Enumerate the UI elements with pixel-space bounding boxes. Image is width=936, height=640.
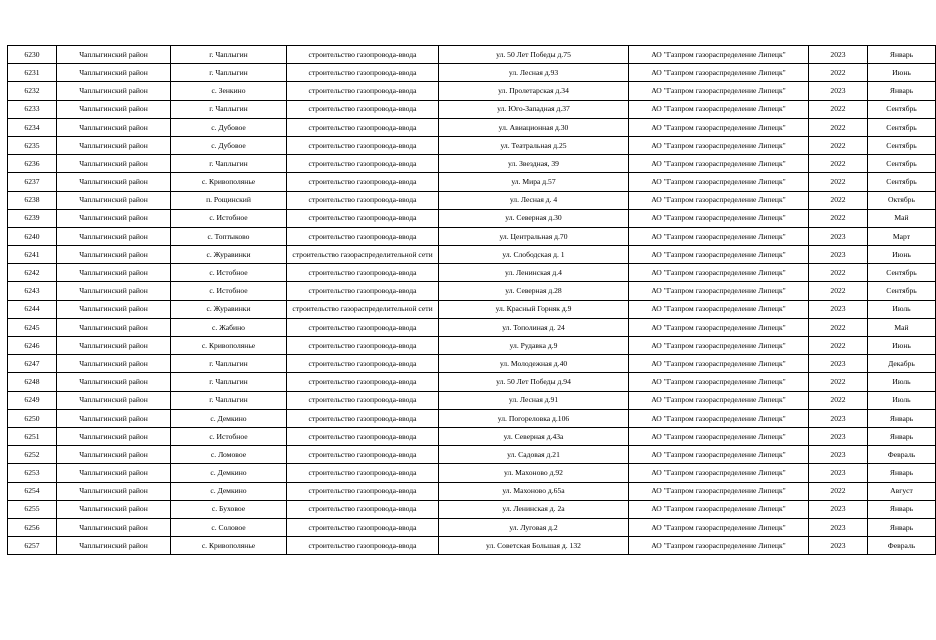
locality-cell: с. Ломовое	[171, 446, 287, 464]
address-cell: ул. Красный Горняк д.9	[439, 300, 629, 318]
organization-cell: АО "Газпром газораспределение Липецк"	[629, 118, 809, 136]
year-cell: 2023	[809, 537, 868, 555]
work-type-cell: строительство газопровода-ввода	[287, 373, 439, 391]
year-cell: 2023	[809, 300, 868, 318]
organization-cell: АО "Газпром газораспределение Липецк"	[629, 191, 809, 209]
table-row	[8, 300, 936, 318]
district-cell: Чаплыгинский район	[57, 282, 171, 300]
work-type-cell: строительство газопровода-ввода	[287, 446, 439, 464]
row-number-cell: 6236	[8, 155, 57, 173]
locality-cell: с. Истобное	[171, 209, 287, 227]
district-cell: Чаплыгинский район	[57, 246, 171, 264]
organization-cell: АО "Газпром газораспределение Липецк"	[629, 318, 809, 336]
organization-cell: АО "Газпром газораспределение Липецк"	[629, 209, 809, 227]
address-cell: ул. Луговая д.2	[439, 518, 629, 536]
district-cell: Чаплыгинский район	[57, 500, 171, 518]
address-cell: ул. Лесная д.93	[439, 64, 629, 82]
locality-cell: с. Истобное	[171, 264, 287, 282]
work-type-cell: строительство газопровода-ввода	[287, 500, 439, 518]
table-row	[8, 500, 936, 518]
work-type-cell: строительство газопровода-ввода	[287, 64, 439, 82]
year-cell: 2023	[809, 246, 868, 264]
month-cell: Август	[868, 482, 936, 500]
locality-cell: г. Чаплыгин	[171, 355, 287, 373]
address-cell: ул. Звездная, 39	[439, 155, 629, 173]
year-cell: 2023	[809, 518, 868, 536]
table-row	[8, 173, 936, 191]
row-number-cell: 6250	[8, 409, 57, 427]
table-row	[8, 482, 936, 500]
row-number-cell: 6239	[8, 209, 57, 227]
address-cell: ул. Погореловка д.106	[439, 409, 629, 427]
month-cell: Май	[868, 318, 936, 336]
organization-cell: АО "Газпром газораспределение Липецк"	[629, 264, 809, 282]
organization-cell: АО "Газпром газораспределение Липецк"	[629, 100, 809, 118]
district-cell: Чаплыгинский район	[57, 209, 171, 227]
district-cell: Чаплыгинский район	[57, 118, 171, 136]
work-type-cell: строительство газопровода-ввода	[287, 318, 439, 336]
district-cell: Чаплыгинский район	[57, 373, 171, 391]
district-cell: Чаплыгинский район	[57, 427, 171, 445]
work-type-cell: строительство газопровода-ввода	[287, 227, 439, 245]
work-type-cell: строительство газопровода-ввода	[287, 355, 439, 373]
district-cell: Чаплыгинский район	[57, 227, 171, 245]
work-type-cell: строительство газораспределительной сети	[287, 300, 439, 318]
year-cell: 2023	[809, 427, 868, 445]
district-cell: Чаплыгинский район	[57, 100, 171, 118]
month-cell: Октябрь	[868, 191, 936, 209]
month-cell: Сентябрь	[868, 264, 936, 282]
address-cell: ул. Северная д.28	[439, 282, 629, 300]
month-cell: Сентябрь	[868, 100, 936, 118]
district-cell: Чаплыгинский район	[57, 518, 171, 536]
row-number-cell: 6241	[8, 246, 57, 264]
year-cell: 2022	[809, 155, 868, 173]
address-cell: ул. Пролетарская д.34	[439, 82, 629, 100]
row-number-cell: 6240	[8, 227, 57, 245]
row-number-cell: 6252	[8, 446, 57, 464]
district-cell: Чаплыгинский район	[57, 46, 171, 64]
table-row	[8, 227, 936, 245]
district-cell: Чаплыгинский район	[57, 391, 171, 409]
year-cell: 2022	[809, 173, 868, 191]
work-type-cell: строительство газопровода-ввода	[287, 264, 439, 282]
row-number-cell: 6232	[8, 82, 57, 100]
district-cell: Чаплыгинский район	[57, 173, 171, 191]
table-row	[8, 264, 936, 282]
row-number-cell: 6245	[8, 318, 57, 336]
address-cell: ул. Махоново д.65а	[439, 482, 629, 500]
address-cell: ул. Тополиная д. 24	[439, 318, 629, 336]
address-cell: ул. Лесная д. 4	[439, 191, 629, 209]
address-cell: ул. Театральная д.25	[439, 136, 629, 154]
work-type-cell: строительство газопровода-ввода	[287, 464, 439, 482]
organization-cell: АО "Газпром газораспределение Липецк"	[629, 373, 809, 391]
organization-cell: АО "Газпром газораспределение Липецк"	[629, 246, 809, 264]
organization-cell: АО "Газпром газораспределение Липецк"	[629, 282, 809, 300]
district-cell: Чаплыгинский район	[57, 446, 171, 464]
month-cell: Январь	[868, 518, 936, 536]
organization-cell: АО "Газпром газораспределение Липецк"	[629, 427, 809, 445]
year-cell: 2023	[809, 409, 868, 427]
organization-cell: АО "Газпром газораспределение Липецк"	[629, 136, 809, 154]
organization-cell: АО "Газпром газораспределение Липецк"	[629, 46, 809, 64]
year-cell: 2022	[809, 209, 868, 227]
organization-cell: АО "Газпром газораспределение Липецк"	[629, 391, 809, 409]
locality-cell: с. Истобное	[171, 282, 287, 300]
work-type-cell: строительство газопровода-ввода	[287, 427, 439, 445]
organization-cell: АО "Газпром газораспределение Липецк"	[629, 82, 809, 100]
table-row	[8, 391, 936, 409]
district-cell: Чаплыгинский район	[57, 155, 171, 173]
address-cell: ул. Мира д.57	[439, 173, 629, 191]
district-cell: Чаплыгинский район	[57, 191, 171, 209]
address-cell: ул. Ленинская д. 2а	[439, 500, 629, 518]
work-type-cell: строительство газопровода-ввода	[287, 191, 439, 209]
year-cell: 2023	[809, 500, 868, 518]
district-cell: Чаплыгинский район	[57, 355, 171, 373]
year-cell: 2022	[809, 264, 868, 282]
locality-cell: с. Зенкино	[171, 82, 287, 100]
month-cell: Январь	[868, 500, 936, 518]
organization-cell: АО "Газпром газораспределение Липецк"	[629, 537, 809, 555]
work-type-cell: строительство газопровода-ввода	[287, 100, 439, 118]
row-number-cell: 6234	[8, 118, 57, 136]
work-type-cell: строительство газопровода-ввода	[287, 136, 439, 154]
table-row	[8, 136, 936, 154]
address-cell: ул. Молодежная д.40	[439, 355, 629, 373]
work-type-cell: строительство газопровода-ввода	[287, 537, 439, 555]
address-cell: ул. Авиационная д.30	[439, 118, 629, 136]
month-cell: Февраль	[868, 537, 936, 555]
table-row	[8, 518, 936, 536]
row-number-cell: 6249	[8, 391, 57, 409]
address-cell: ул. Северная д.30	[439, 209, 629, 227]
year-cell: 2022	[809, 282, 868, 300]
month-cell: Декабрь	[868, 355, 936, 373]
address-cell: ул. Садовая д.21	[439, 446, 629, 464]
locality-cell: г. Чаплыгин	[171, 100, 287, 118]
table-row	[8, 282, 936, 300]
organization-cell: АО "Газпром газораспределение Липецк"	[629, 355, 809, 373]
work-type-cell: строительство газопровода-ввода	[287, 118, 439, 136]
month-cell: Январь	[868, 427, 936, 445]
organization-cell: АО "Газпром газораспределение Липецк"	[629, 155, 809, 173]
work-type-cell: строительство газопровода-ввода	[287, 518, 439, 536]
locality-cell: с. Буховое	[171, 500, 287, 518]
table-row	[8, 464, 936, 482]
table-row	[8, 209, 936, 227]
year-cell: 2022	[809, 391, 868, 409]
year-cell: 2022	[809, 100, 868, 118]
year-cell: 2023	[809, 464, 868, 482]
table-row	[8, 318, 936, 336]
organization-cell: АО "Газпром газораспределение Липецк"	[629, 446, 809, 464]
work-type-cell: строительство газопровода-ввода	[287, 82, 439, 100]
year-cell: 2023	[809, 82, 868, 100]
year-cell: 2022	[809, 118, 868, 136]
locality-cell: с. Демкино	[171, 409, 287, 427]
row-number-cell: 6230	[8, 46, 57, 64]
work-type-cell: строительство газопровода-ввода	[287, 46, 439, 64]
locality-cell: с. Дубовое	[171, 136, 287, 154]
district-cell: Чаплыгинский район	[57, 264, 171, 282]
locality-cell: с. Кривополянье	[171, 173, 287, 191]
table-row	[8, 427, 936, 445]
work-type-cell: строительство газопровода-ввода	[287, 482, 439, 500]
address-cell: ул. Советская Большая д. 132	[439, 537, 629, 555]
organization-cell: АО "Газпром газораспределение Липецк"	[629, 482, 809, 500]
table-row	[8, 337, 936, 355]
month-cell: Сентябрь	[868, 173, 936, 191]
table-row	[8, 373, 936, 391]
month-cell: Январь	[868, 409, 936, 427]
table-row	[8, 64, 936, 82]
table-row	[8, 46, 936, 64]
organization-cell: АО "Газпром газораспределение Липецк"	[629, 464, 809, 482]
organization-cell: АО "Газпром газораспределение Липецк"	[629, 173, 809, 191]
work-type-cell: строительство газопровода-ввода	[287, 409, 439, 427]
row-number-cell: 6246	[8, 337, 57, 355]
row-number-cell: 6238	[8, 191, 57, 209]
row-number-cell: 6242	[8, 264, 57, 282]
row-number-cell: 6248	[8, 373, 57, 391]
month-cell: Январь	[868, 82, 936, 100]
locality-cell: г. Чаплыгин	[171, 155, 287, 173]
row-number-cell: 6244	[8, 300, 57, 318]
address-cell: ул. Махоново д.92	[439, 464, 629, 482]
month-cell: Февраль	[868, 446, 936, 464]
row-number-cell: 6235	[8, 136, 57, 154]
address-cell: ул. Слободская д. 1	[439, 246, 629, 264]
locality-cell: г. Чаплыгин	[171, 46, 287, 64]
work-type-cell: строительство газопровода-ввода	[287, 282, 439, 300]
locality-cell: г. Чаплыгин	[171, 64, 287, 82]
table-row	[8, 446, 936, 464]
district-cell: Чаплыгинский район	[57, 318, 171, 336]
address-cell: ул. Северная д.43а	[439, 427, 629, 445]
year-cell: 2022	[809, 64, 868, 82]
organization-cell: АО "Газпром газораспределение Липецк"	[629, 337, 809, 355]
locality-cell: с. Кривополянье	[171, 337, 287, 355]
year-cell: 2023	[809, 446, 868, 464]
work-type-cell: строительство газопровода-ввода	[287, 209, 439, 227]
locality-cell: с. Соловое	[171, 518, 287, 536]
year-cell: 2022	[809, 318, 868, 336]
month-cell: Сентябрь	[868, 136, 936, 154]
organization-cell: АО "Газпром газораспределение Липецк"	[629, 64, 809, 82]
month-cell: Январь	[868, 464, 936, 482]
organization-cell: АО "Газпром газораспределение Липецк"	[629, 300, 809, 318]
locality-cell: с. Истобное	[171, 427, 287, 445]
month-cell: Июнь	[868, 246, 936, 264]
row-number-cell: 6251	[8, 427, 57, 445]
locality-cell: с. Дубовое	[171, 118, 287, 136]
row-number-cell: 6231	[8, 64, 57, 82]
locality-cell: г. Чаплыгин	[171, 373, 287, 391]
locality-cell: с. Жабино	[171, 318, 287, 336]
address-cell: ул. Центральная д.70	[439, 227, 629, 245]
row-number-cell: 6254	[8, 482, 57, 500]
address-cell: ул. Юго-Западная д.37	[439, 100, 629, 118]
work-type-cell: строительство газопровода-ввода	[287, 155, 439, 173]
district-cell: Чаплыгинский район	[57, 82, 171, 100]
year-cell: 2022	[809, 136, 868, 154]
year-cell: 2023	[809, 355, 868, 373]
table-row	[8, 100, 936, 118]
district-cell: Чаплыгинский район	[57, 409, 171, 427]
table-row	[8, 537, 936, 555]
district-cell: Чаплыгинский район	[57, 136, 171, 154]
address-cell: ул. Лесная д.91	[439, 391, 629, 409]
district-cell: Чаплыгинский район	[57, 337, 171, 355]
month-cell: Сентябрь	[868, 155, 936, 173]
organization-cell: АО "Газпром газораспределение Липецк"	[629, 409, 809, 427]
organization-cell: АО "Газпром газораспределение Липецк"	[629, 227, 809, 245]
month-cell: Сентябрь	[868, 118, 936, 136]
locality-cell: п. Рощинский	[171, 191, 287, 209]
row-number-cell: 6256	[8, 518, 57, 536]
table-row	[8, 155, 936, 173]
year-cell: 2022	[809, 337, 868, 355]
district-cell: Чаплыгинский район	[57, 64, 171, 82]
table-row	[8, 118, 936, 136]
table-row	[8, 355, 936, 373]
table-row	[8, 82, 936, 100]
row-number-cell: 6257	[8, 537, 57, 555]
organization-cell: АО "Газпром газораспределение Липецк"	[629, 500, 809, 518]
address-cell: ул. 50 Лет Победы д.94	[439, 373, 629, 391]
locality-cell: с. Журавинки	[171, 300, 287, 318]
organization-cell: АО "Газпром газораспределение Липецк"	[629, 518, 809, 536]
district-cell: Чаплыгинский район	[57, 537, 171, 555]
month-cell: Май	[868, 209, 936, 227]
row-number-cell: 6243	[8, 282, 57, 300]
locality-cell: с. Демкино	[171, 482, 287, 500]
gas-connection-register-table	[7, 45, 936, 555]
year-cell: 2023	[809, 46, 868, 64]
address-cell: ул. 50 Лет Победы д.75	[439, 46, 629, 64]
month-cell: Сентябрь	[868, 282, 936, 300]
address-cell: ул. Ленинская д.4	[439, 264, 629, 282]
month-cell: Июнь	[868, 64, 936, 82]
locality-cell: с. Кривополянье	[171, 537, 287, 555]
locality-cell: с. Журавинки	[171, 246, 287, 264]
district-cell: Чаплыгинский район	[57, 464, 171, 482]
row-number-cell: 6233	[8, 100, 57, 118]
month-cell: Июль	[868, 391, 936, 409]
month-cell: Июнь	[868, 337, 936, 355]
month-cell: Июль	[868, 300, 936, 318]
table-row	[8, 246, 936, 264]
year-cell: 2022	[809, 482, 868, 500]
locality-cell: г. Чаплыгин	[171, 391, 287, 409]
year-cell: 2022	[809, 191, 868, 209]
district-cell: Чаплыгинский район	[57, 300, 171, 318]
work-type-cell: строительство газопровода-ввода	[287, 337, 439, 355]
month-cell: Март	[868, 227, 936, 245]
year-cell: 2022	[809, 373, 868, 391]
row-number-cell: 6255	[8, 500, 57, 518]
table-row	[8, 409, 936, 427]
register-table-body	[8, 46, 936, 555]
table-row	[8, 191, 936, 209]
work-type-cell: строительство газопровода-ввода	[287, 173, 439, 191]
address-cell: ул. Рудавка д.9	[439, 337, 629, 355]
locality-cell: с. Демкино	[171, 464, 287, 482]
district-cell: Чаплыгинский район	[57, 482, 171, 500]
work-type-cell: строительство газораспределительной сети	[287, 246, 439, 264]
locality-cell: с. Топтыково	[171, 227, 287, 245]
work-type-cell: строительство газопровода-ввода	[287, 391, 439, 409]
row-number-cell: 6253	[8, 464, 57, 482]
month-cell: Июль	[868, 373, 936, 391]
month-cell: Январь	[868, 46, 936, 64]
row-number-cell: 6247	[8, 355, 57, 373]
row-number-cell: 6237	[8, 173, 57, 191]
year-cell: 2023	[809, 227, 868, 245]
